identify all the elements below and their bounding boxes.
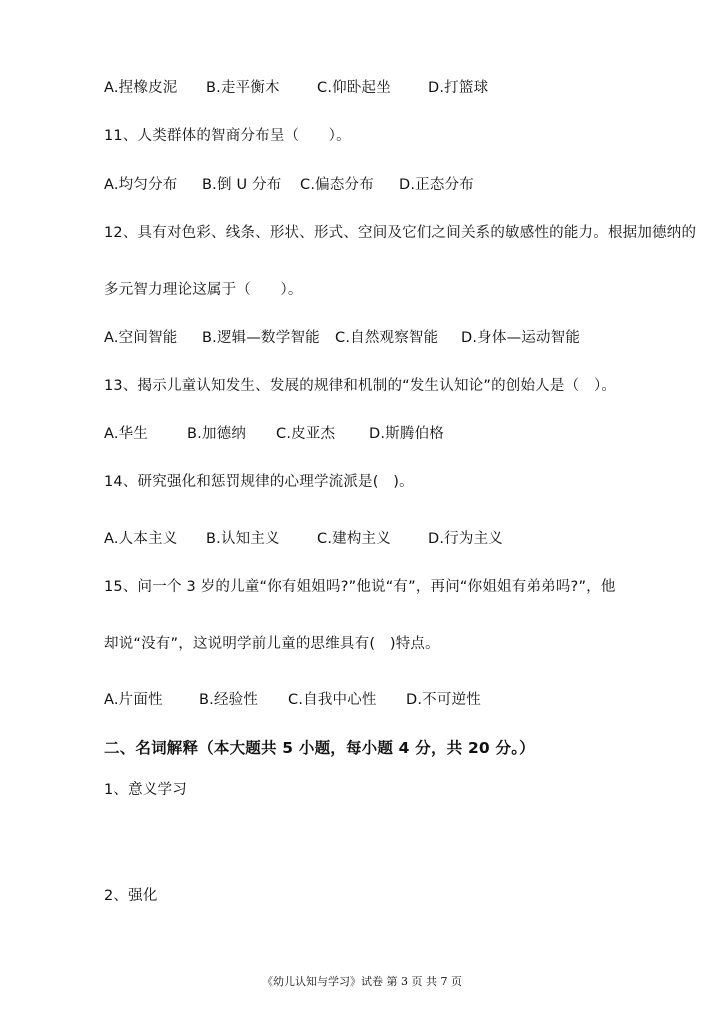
q12-option-a: A.空间智能 bbox=[104, 330, 178, 346]
q11-option-b: B.倒 U 分布 bbox=[202, 177, 282, 193]
section-2-item-1: 1、意义学习 bbox=[104, 782, 187, 798]
q10-option-c: C.仰卧起坐 bbox=[317, 80, 391, 96]
q10-option-a: A.捏橡皮泥 bbox=[104, 80, 178, 96]
section-2-title: 二、名词解释（本大题共 5 小题，每小题 4 分，共 20 分。） bbox=[104, 739, 535, 757]
q15-option-a: A.片面性 bbox=[104, 692, 163, 708]
q12-option-b: B.逻辑—数学智能 bbox=[202, 330, 320, 346]
q12-stem-line2: 多元智力理论这属于（ ）。 bbox=[104, 282, 303, 298]
q11-option-d: D.正态分布 bbox=[399, 177, 474, 193]
q13-option-a: A.华生 bbox=[104, 426, 149, 442]
q10-option-d: D.打篮球 bbox=[428, 80, 489, 96]
q12-stem-line1: 12、具有对色彩、线条、形状、形式、空间及它们之间关系的敏感性的能力。根据加德纳的 bbox=[104, 225, 697, 241]
q15-option-d: D.不可逆性 bbox=[406, 692, 481, 708]
q13-option-c: C.皮亚杰 bbox=[276, 426, 336, 442]
q15-option-c: C.自我中心性 bbox=[288, 692, 377, 708]
q15-option-b: B.经验性 bbox=[199, 692, 259, 708]
q12-option-c: C.自然观察智能 bbox=[335, 330, 439, 346]
q14-stem: 14、研究强化和惩罚规律的心理学流派是( )。 bbox=[104, 474, 414, 490]
q14-option-d: D.行为主义 bbox=[428, 531, 503, 547]
q11-stem: 11、人类群体的智商分布呈（ ）。 bbox=[104, 128, 351, 144]
page-footer: 《幼儿认知与学习》试卷 第 3 页 共 7 页 bbox=[262, 975, 462, 988]
q10-option-b: B.走平衡木 bbox=[206, 80, 280, 96]
q14-option-a: A.人本主义 bbox=[104, 531, 178, 547]
q14-option-b: B.认知主义 bbox=[206, 531, 280, 547]
q13-option-d: D.斯腾伯格 bbox=[369, 426, 444, 442]
q15-stem-line2: 却说“没有”，这说明学前儿童的思维具有( )特点。 bbox=[104, 636, 440, 652]
q11-option-a: A.均匀分布 bbox=[104, 177, 178, 193]
q12-option-d: D.身体—运动智能 bbox=[461, 330, 581, 346]
section-2-item-2: 2、强化 bbox=[104, 888, 158, 904]
q13-option-b: B.加德纳 bbox=[187, 426, 247, 442]
q14-option-c: C.建构主义 bbox=[317, 531, 391, 547]
q15-stem-line1: 15、问一个 3 岁的儿童“你有姐姐吗?”他说“有”，再问“你姐姐有弟弟吗?”，他 bbox=[104, 579, 616, 595]
q11-option-c: C.偏态分布 bbox=[300, 177, 374, 193]
q13-stem: 13、揭示儿童认知发生、发展的规律和机制的“发生认知论”的创始人是（ ）。 bbox=[104, 378, 617, 394]
